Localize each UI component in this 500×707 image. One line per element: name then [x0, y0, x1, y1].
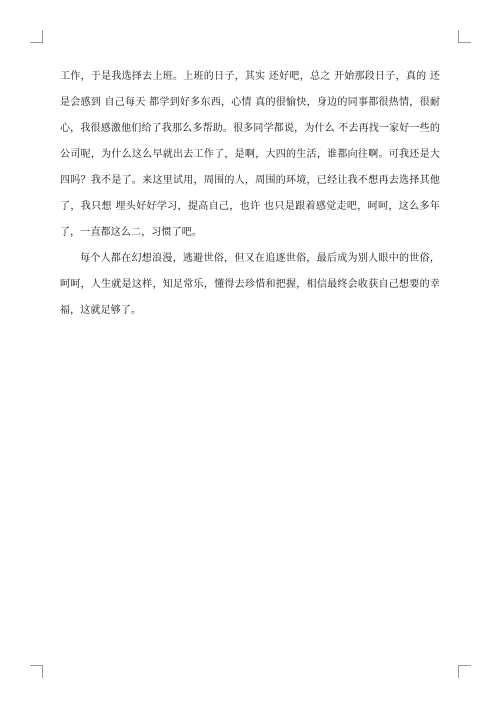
- document-body: [60, 64, 440, 324]
- paragraph-2: 每个人都在幻想浪漫，逃避世俗，但又在追逐世俗，最后成为别人眼中的世俗，呵呵，人生就是这样，知足常乐，懂得去珍惜和把握，相信最终会收获自己想要的幸福，这就足够了。: [60, 253, 440, 316]
- crop-mark-bottom-right: [458, 665, 471, 678]
- crop-mark-bottom-left: [30, 665, 43, 678]
- crop-mark-top-right: [458, 30, 471, 43]
- crop-mark-top-left: [30, 30, 43, 43]
- paragraph-1: 工作，于是我选择去上班。上班的日子，其实 还好吧，总之 开始那段日子，真的 还是会感到 自己每天 都学到好多东西，心情 真的很愉快，身边的同事都很热情，很耐心，我很感激他们给了我那么多帮助。很多同学都说，为什么 不去再找一家好一些的公司呢，为什么这么早就出去工作了，是啊，大四的生活，谁都向往啊。可我还是大四吗？我不是了。来这里试用，周围的人，周围的环境，已经让我不想再去选择其他了，我只想 埋头好好学习，提高自己，也许 也只是跟着感觉走吧，呵呵，这么多年了，一直都这么二，习惯了吧。: [60, 71, 440, 238]
